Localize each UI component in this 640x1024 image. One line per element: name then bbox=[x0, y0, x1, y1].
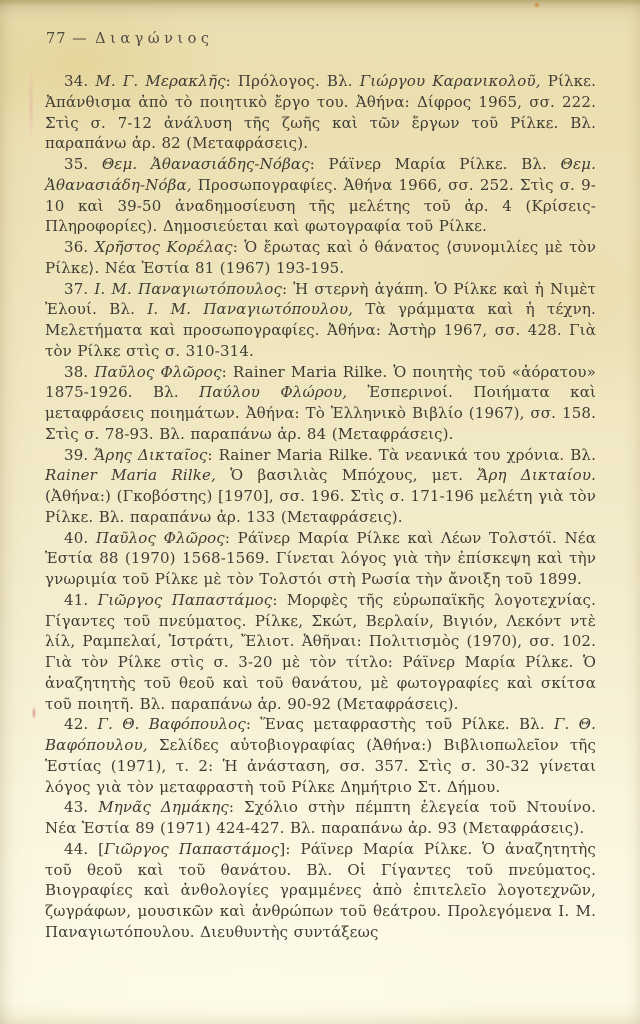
bibliography-entry-41 bbox=[45, 590, 596, 715]
entry-text: : Ράϊνερ Μαρία Ρίλκε. Βλ. bbox=[309, 155, 561, 173]
author-name: Γιῶργος Παπαστάμος bbox=[104, 839, 280, 858]
page-number: 77 bbox=[46, 31, 67, 47]
bibliography-entry-38 bbox=[45, 362, 596, 445]
entry-text: Τὰ γράμματα καὶ ἡ τέχνη. Μελετήματα καὶ προσωπογραφίες. Ἀθήνα: Ἀστὴρ 1967, σσ. 428. Γιὰ τὸν Ρίλκε στὶς σ. 310-314. bbox=[45, 300, 596, 360]
bibliography-entry-43 bbox=[45, 797, 596, 839]
entry-text: Ρίλκε. Ἀπάνθισμα ἀπὸ τὸ ποιητικὸ ἔργο του. Ἀθήνα: Δίφρος 1965, σσ. 222. Στὶς σ. 7-12 ἀνάλυση τῆς ζωῆς καὶ τῶν ἔργων τοῦ Ρίλκε. Βλ. παραπάνω ἀρ. 82 (Μεταφράσεις). bbox=[45, 72, 596, 153]
entry-text: 43. bbox=[64, 798, 99, 817]
entry-text: 44. [ bbox=[64, 839, 105, 858]
entry-text: : Μορφὲς τῆς εὐρωπαϊκῆς λογοτεχνίας. Γίγαντες τοῦ πνεύματος. Ρίλκε, Σκώτ, Βερλαίν, Βιγιόν, Λεκόντ ντὲ λίλ, Ραμπελαί, Ἰστράτι, Ἔλιοτ. Ἀθῆναι: Πολιτισμὸς (1970), σσ. 102. Γιὰ τὸν Ρίλκε στὶς σ. 3-20 μὲ τὸν τίτλο: Ράϊνερ Μαρία Ρίλκε. Ὁ ἀναζητητὴς τοῦ θεοῦ καὶ τοῦ θανάτου, μὲ φωτογραφίες καὶ σκίτσα τοῦ ποιητῆ. Βλ. παραπάνω ἀρ. 90-92 (Μεταφράσεις). bbox=[45, 590, 596, 713]
entry-text: Προσωπογραφίες. Ἀθήνα 1966, σσ. 252. Στὶς σ. 9-10 καὶ 39-50 ἀναδημοσίευση τῆς μελέτης τοῦ ἀρ. 4 (Κρίσεις-Πληροφορίες). Δημοσιεύεται καὶ φωτογραφία τοῦ Ρίλκε. bbox=[45, 175, 596, 236]
entry-text: : Ὁ ἔρωτας καὶ ὁ θάνατος ⟨συνομιλίες μὲ τὸν Ρίλκε⟩. Νέα Ἑστία 81 (1967) 193-195. bbox=[45, 238, 596, 277]
entry-text: (Ἀθήνα:) (Γκοβόστης) [1970], σσ. 196. Στὶς σ. 171-196 μελέτη γιὰ τὸν Ρίλκε. Βλ. παραπάνω ἀρ. 133 (Μεταφράσεις). bbox=[45, 487, 596, 526]
author-name: Χρῆστος Κορέλας bbox=[94, 238, 233, 256]
entry-text: : Ράϊνερ Μαρία Ρίλκε καὶ Λέων Τολστόϊ. Νέα Ἑστία 88 (1970) 1568-1569. Γίνεται λόγος γιὰ τὴν ἐπίσκεψη καὶ τὴν γνωριμία τοῦ Ρίλκε μὲ τὸν Τολστόι στὴ Ρωσία τὴν ἄνοιξη τοῦ 1899. bbox=[45, 528, 596, 588]
entry-text: ]: Ράϊνερ Μαρία Ρίλκε. Ὁ ἀναζητητὴς τοῦ θεοῦ καὶ τοῦ θανάτου. Βλ. Οἱ Γίγαντες τοῦ πνεύματος. Βιογραφίες καὶ ἀνθολογίες γραμμένες ἀπὸ ἐπιτελεῖο λογοτεχνῶν, ζωγράφων, μουσικῶν καὶ ἀνθρώπων τοῦ θεάτρου. Προλεγόμενα Ι. Μ. Παναγιωτόπουλου. Διευθυντὴς συντάξεως bbox=[45, 839, 596, 941]
author-name: Ἄρη Δικταίου. bbox=[477, 466, 596, 485]
author-name: Ἄρης Δικταῖος bbox=[94, 445, 208, 464]
bibliography bbox=[45, 71, 596, 943]
bibliography-entry-34 bbox=[45, 71, 596, 154]
author-name: Μηνᾶς Δημάκης bbox=[98, 798, 229, 817]
author-name: Θεμ. Ἀθανασιάδη-Νόβα, bbox=[45, 155, 596, 194]
entry-text: 39. bbox=[64, 445, 95, 464]
author-name: Ι. Μ. Παναγιωτόπουλος bbox=[94, 279, 283, 298]
entry-text: Σελίδες αὐτοβιογραφίας (Ἀθήνα:) Βιβλιοπωλεῖον τῆς Ἑστίας (1971), τ. 2: Ἡ ἀνάσταση, σσ. 357. Στὶς σ. 30-32 γίνεται λόγος γιὰ τὸν μεταφραστὴ τοῦ Ρίλκε Δημήτριο Στ. Δήμου. bbox=[45, 736, 596, 796]
entry-text: : Rainer Maria Rilke. Τὰ νεανικά του χρόνια. Βλ. bbox=[207, 445, 597, 464]
entry-text: Ἑσπερινοί. Ποιήματα καὶ μεταφράσεις ποιημάτων. Ἀθήνα: Τὸ Ἑλληνικὸ Βιβλίο (1967), σσ. 158. Στὶς σ. 78-93. Βλ. παραπάνω ἀρ. 84 (Μεταφράσεις). bbox=[45, 383, 596, 443]
entry-text: 37. bbox=[64, 279, 95, 298]
entry-text: 41. bbox=[64, 590, 98, 609]
bibliography-entry-44 bbox=[45, 839, 596, 943]
entry-text: 36. bbox=[64, 238, 95, 256]
bibliography-entry-42 bbox=[45, 714, 596, 797]
entry-text: : Rainer Maria Rilke. Ὁ ποιητὴς τοῦ «ἀόρατου» 1875-1926. Βλ. bbox=[45, 362, 597, 402]
entry-text: Ὁ βασιλιὰς Μπόχους, μετ. bbox=[215, 466, 478, 485]
author-name: Παύλου Φλώρου, bbox=[199, 383, 348, 402]
author-name: Γ. Θ. Βαφόπουλου, bbox=[45, 715, 597, 754]
entry-text: 38. bbox=[64, 362, 95, 381]
author-name: Θεμ. Ἀθανασιάδης-Νόβας bbox=[101, 155, 310, 173]
bibliography-entry-37 bbox=[45, 279, 596, 362]
entry-text: : Πρόλογος. Βλ. bbox=[225, 72, 360, 90]
entry-text: 34. bbox=[64, 72, 96, 90]
author-name: Γ. Θ. Βαφόπουλος bbox=[97, 715, 246, 734]
author-name: Παῦλος Φλῶρος bbox=[94, 362, 222, 381]
page-header-title: Διαγώνιος bbox=[95, 31, 214, 47]
header-separator: — bbox=[72, 31, 88, 47]
author-name: Γιῶργος Παπαστάμος bbox=[97, 590, 273, 609]
author-name: Μ. Γ. Μερακλῆς bbox=[95, 72, 226, 90]
entry-text: : Ἡ στερνὴ ἀγάπη. Ὁ Ρίλκε καὶ ἡ Νιμὲτ Ἐλουί. Βλ. bbox=[45, 279, 596, 319]
entry-text: 42. bbox=[64, 715, 98, 734]
entry-text: 35. bbox=[64, 155, 102, 173]
author-name: Παῦλος Φλῶρος bbox=[95, 528, 225, 547]
bibliography-entry-35 bbox=[45, 154, 596, 237]
entry-text: 40. bbox=[64, 528, 96, 547]
author-name: Ι. Μ. Παναγιωτόπουλου, bbox=[147, 300, 354, 319]
entry-text: : Σχόλιο στὴν πέμπτη ἐλεγεία τοῦ Ντουίνο. Νέα Ἑστία 89 (1971) 424-427. Βλ. παραπάνω ἀρ. 93 (Μεταφράσεις). bbox=[45, 798, 597, 837]
bibliography-entry-36 bbox=[45, 237, 596, 279]
bibliography-entry-40 bbox=[45, 528, 596, 590]
author-name: Rainer Maria Rilke, bbox=[45, 466, 216, 485]
entry-text: : Ἕνας μεταφραστὴς τοῦ Ρίλκε. Βλ. bbox=[245, 715, 554, 734]
page-header bbox=[46, 30, 213, 48]
author-name: Γιώργου Καρανικολοῦ, bbox=[359, 72, 541, 90]
bibliography-entry-39 bbox=[45, 445, 596, 528]
